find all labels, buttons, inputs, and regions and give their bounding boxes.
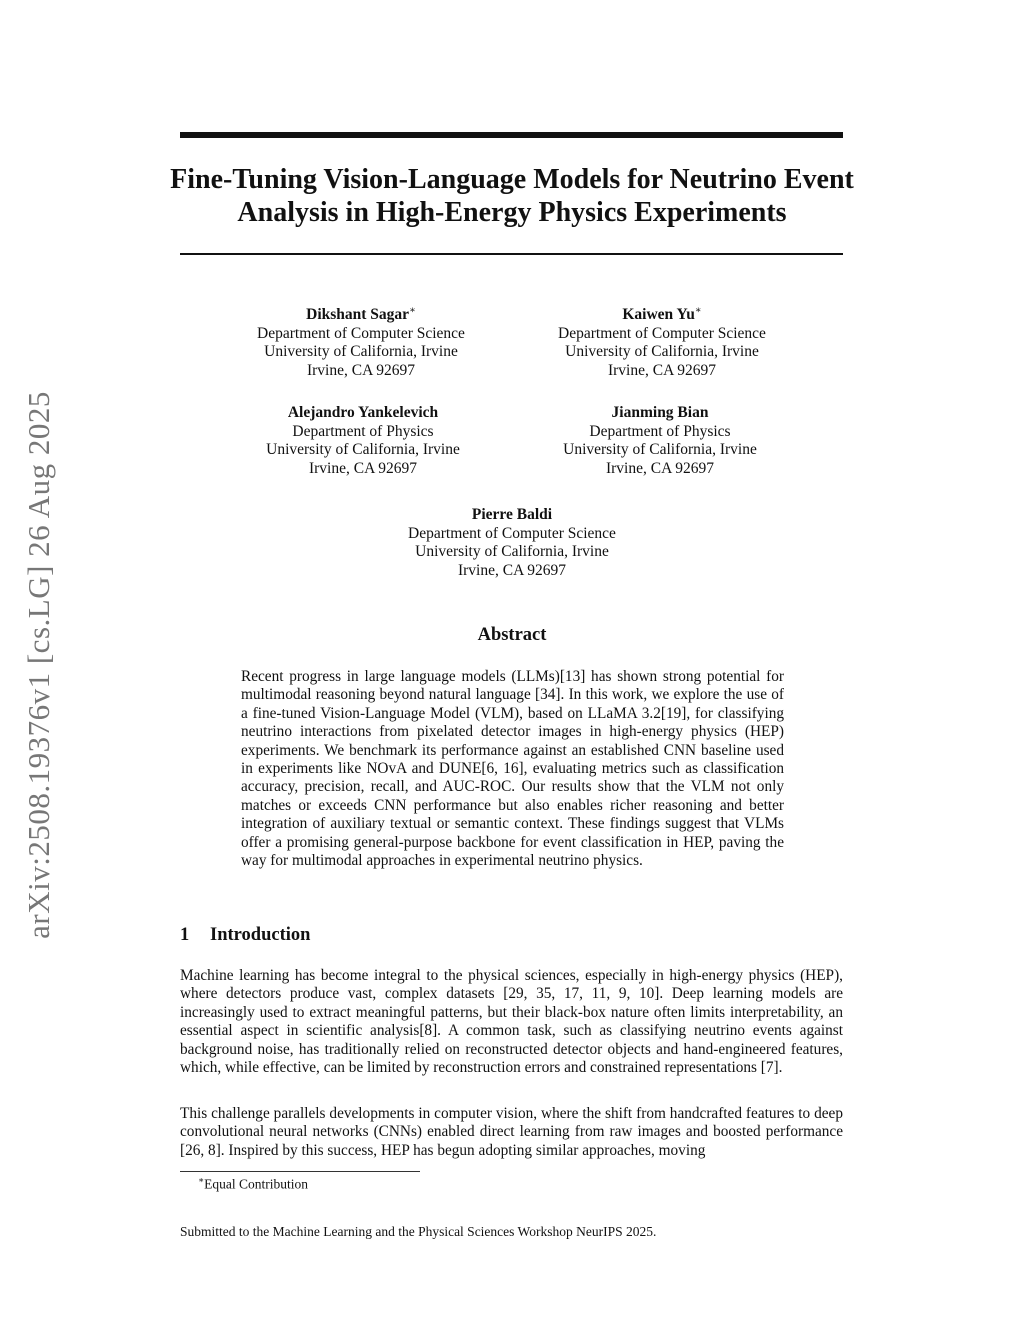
author-block: [510, 404, 810, 478]
paper-title: Fine-Tuning Vision-Language Models for Neutrino Event Analysis in High-Energy Physics Experiments: [170, 164, 854, 228]
author-name: Dikshant Sagar: [306, 306, 410, 324]
author-address: Irvine, CA 92697: [607, 361, 717, 379]
title-top-rule: [180, 132, 843, 138]
author-name: Kaiwen Yu: [622, 306, 695, 324]
section-heading-introduction: [180, 925, 310, 946]
author-department: Department of Computer Science: [257, 324, 465, 342]
author-university: University of California, Irvine: [563, 441, 757, 458]
section-number: 1: [180, 925, 190, 945]
footnote: [198, 1175, 308, 1193]
author-department: Department of Computer Science: [408, 524, 616, 542]
author-name: Pierre Baldi: [471, 506, 553, 523]
intro-paragraph: Machine learning has become integral to the physical sciences, especially in high-energy physics (HEP), where detectors produce vast, complex datasets [29, 35, 17, 11, 9, 10]. Deep learning models are increasingly used to extract meaningful patterns, but their black-box nature often limits interpretability, an essential aspect in scientific analysis[8]. A common task, such as classifying neutrino events against background noise, has traditionally relied on reconstructed detector objects and hand-engineered features, which, while effective, can be limited by reconstruction errors and constrained representations [7].: [180, 967, 843, 1077]
author-block: [213, 404, 513, 478]
author-department: Department of Physics: [292, 422, 434, 440]
author-university: University of California, Irvine: [415, 543, 609, 560]
title-bottom-rule: [180, 253, 843, 255]
footnote-mark: ∗: [198, 1175, 205, 1185]
author-address: Irvine, CA 92697: [457, 561, 567, 579]
abstract-text: Recent progress in large language models (LLMs)[13] has shown strong potential for multimodal reasoning beyond natural language [34]. In this work, we explore the use of a fine-tuned Vision-Language Model (VLM), based on LLaMA 3.2[19], for classifying neutrino interactions from pixelated detector images in high-energy physics (HEP) experiments. We benchmark its performance against an established CNN baseline used in experiments like NOvA and DUNE[6, 16], evaluating metrics such as classification accuracy, precision, recall, and AUC-ROC. Our results show that the VLM not only matches or exceeds CNN performance but also enables richer reasoning and better integration of auxiliary textual or semantic context. These findings suggest that VLMs offer a promising general-purpose backbone for event classification in HEP, paving the way for multimodal approaches in experimental neutrino physics.: [241, 668, 784, 870]
arxiv-side-label: [8, 370, 70, 960]
abstract-heading: Abstract: [477, 625, 547, 645]
author-university: University of California, Irvine: [565, 343, 759, 361]
equal-contribution-mark: ∗: [409, 305, 416, 316]
author-block: [512, 302, 812, 380]
author-address: Irvine, CA 92697: [605, 459, 715, 477]
intro-paragraph: This challenge parallels developments in computer vision, where the shift from handcrafted features to deep convolutional neural networks (CNNs) enabled direct learning from raw images and boosted performance [26, 8]. Inspired by this success, HEP has begun adopting similar approaches, moving: [180, 1105, 843, 1159]
author-name: Alejandro Yankelevich: [287, 404, 439, 421]
author-address: Irvine, CA 92697: [306, 361, 416, 379]
author-name-line: [211, 302, 511, 325]
author-department: Department of Computer Science: [558, 324, 766, 342]
author-name: Jianming Bian: [611, 404, 709, 421]
author-block: [211, 302, 511, 380]
author-department: Department of Physics: [589, 422, 731, 440]
author-name-line: [512, 302, 812, 325]
footnote-rule: [180, 1171, 420, 1172]
arxiv-identifier: arXiv:2508.19376v1 [cs.LG] 26 Aug 2025: [21, 391, 56, 939]
author-university: University of California, Irvine: [264, 343, 458, 361]
author-block: [362, 506, 662, 580]
submission-note: Submitted to the Machine Learning and the Physical Sciences Workshop NeurIPS 2025.: [180, 1224, 657, 1239]
equal-contribution-mark: ∗: [694, 305, 702, 316]
footnote-text: Equal Contribution: [204, 1176, 308, 1192]
author-university: University of California, Irvine: [266, 441, 460, 458]
section-title: Introduction: [210, 925, 311, 945]
author-address: Irvine, CA 92697: [308, 459, 418, 477]
